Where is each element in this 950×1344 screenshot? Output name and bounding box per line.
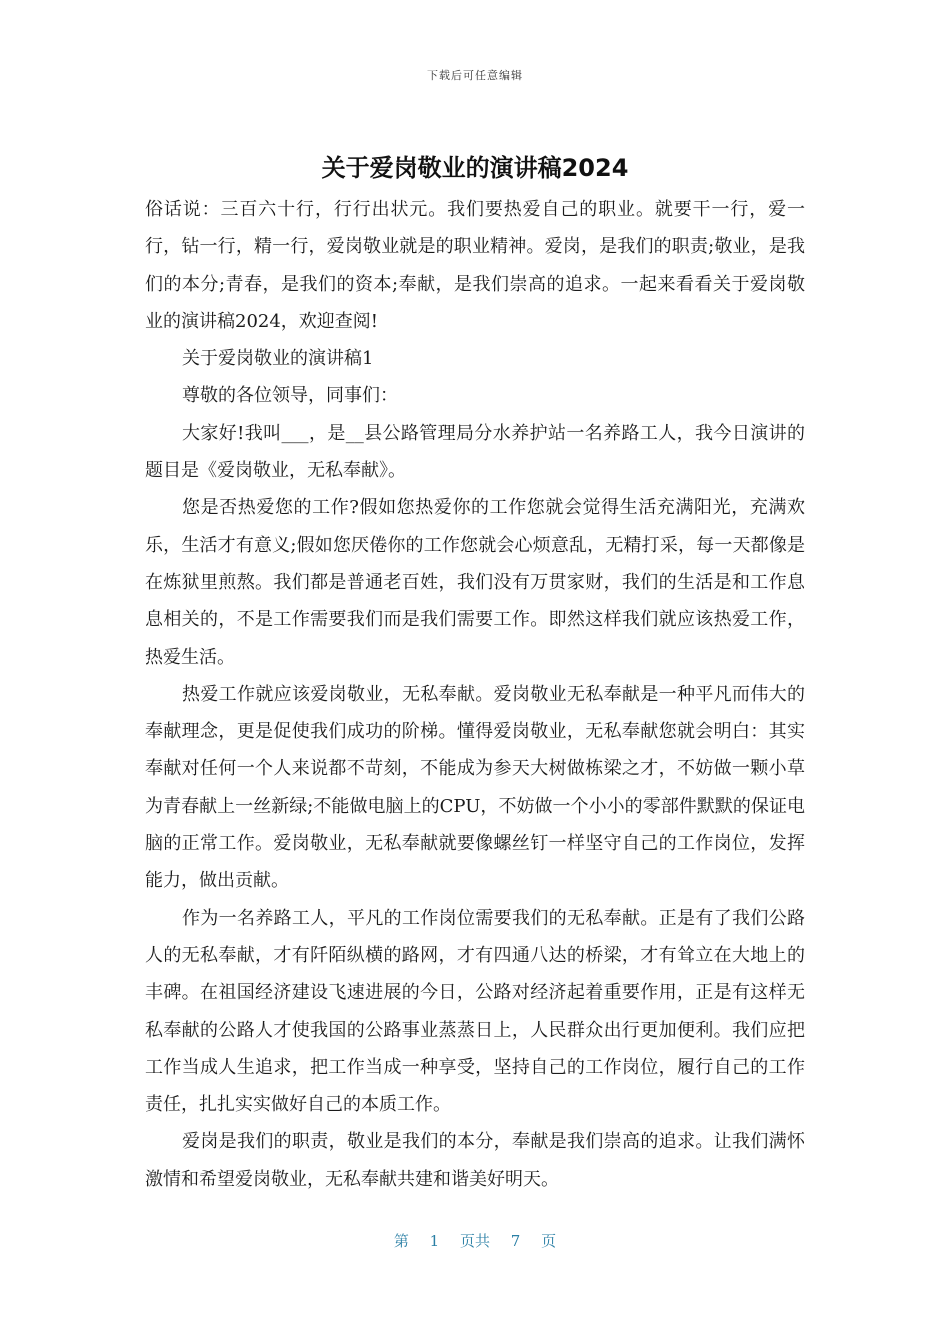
page-indicator (0, 1230, 950, 1251)
intro-paragraph: 俗话说：三百六十行，行行出状元。我们要热爱自己的职业。就要干一行，爱一行，钻一行，精一行，爱岗敬业就是的职业精神。爱岗，是我们的职责;敬业，是我们的本分;青春，是我们的资本;奉献，是我们崇高的追求。一起来看看关于爱岗敬业的演讲稿2024，欢迎查阅! (145, 199, 805, 332)
body-paragraph: 爱岗是我们的职责，敬业是我们的本分，奉献是我们崇高的追求。让我们满怀激情和希望爱岗敬业，无私奉献共建和谐美好明天。 (145, 1131, 805, 1190)
page-suffix: 页 (541, 1232, 557, 1250)
document-body (145, 191, 805, 1198)
body-paragraph: 大家好!我叫___，是__县公路管理局分水养护站一名养路工人，我今日演讲的题目是《爱岗敬业，无私奉献》。 (145, 422, 805, 482)
page-prefix: 第 (393, 1232, 409, 1250)
salutation: 尊敬的各位领导，同事们： (182, 385, 398, 407)
page-middle: 页共 (459, 1232, 490, 1250)
speech-heading: 关于爱岗敬业的演讲稿1 (182, 348, 374, 370)
current-page-number: 1 (429, 1232, 440, 1250)
body-paragraph: 作为一名养路工人，平凡的工作岗位需要我们的无私奉献。正是有了我们公路人的无私奉献，才有阡陌纵横的路网，才有四通八达的桥梁，才有耸立在大地上的丰碑。在祖国经济建设飞速进展的今日，公路对经济起着重要作用，正是有这样无私奉献的公路人才使我国的公路事业蒸蒸日上，人民群众出行更加便利。我们应把工作当成人生追求，把工作当成一种享受，坚持自己的工作岗位，履行自己的工作责任，扎扎实实做好自己的本质工作。 (145, 907, 805, 1116)
total-pages-number: 7 (510, 1232, 521, 1250)
body-paragraph: 热爱工作就应该爱岗敬业，无私奉献。爱岗敬业无私奉献是一种平凡而伟大的奉献理念，更是促使我们成功的阶梯。懂得爱岗敬业，无私奉献您就会明白：其实奉献对任何一个人来说都不苛刻，不能成为参天大树做栋梁之才，不妨做一颗小草为青春献上一丝新绿;不能做电脑上的CPU，不妨做一个小小的零部件默默的保证电脑的正常工作。爱岗敬业，无私奉献就要像螺丝钉一样坚守自己的工作岗位，发挥能力，做出贡献。 (145, 683, 805, 892)
header-note: 下载后可任意编辑 (427, 69, 523, 82)
body-paragraph: 您是否热爱您的工作?假如您热爱你的工作您就会觉得生活充满阳光，充满欢乐，生活才有意义;假如您厌倦你的工作您就会心烦意乱，无精打采，每一天都像是在炼狱里煎熬。我们都是普通老百姓，我们没有万贯家财，我们的生活是和工作息息相关的，不是工作需要我们而是我们需要工作。即然这样我们就应该热爱工作，热爱生活。 (145, 497, 805, 668)
document-title: 关于爱岗敬业的演讲稿2024 (321, 154, 629, 182)
